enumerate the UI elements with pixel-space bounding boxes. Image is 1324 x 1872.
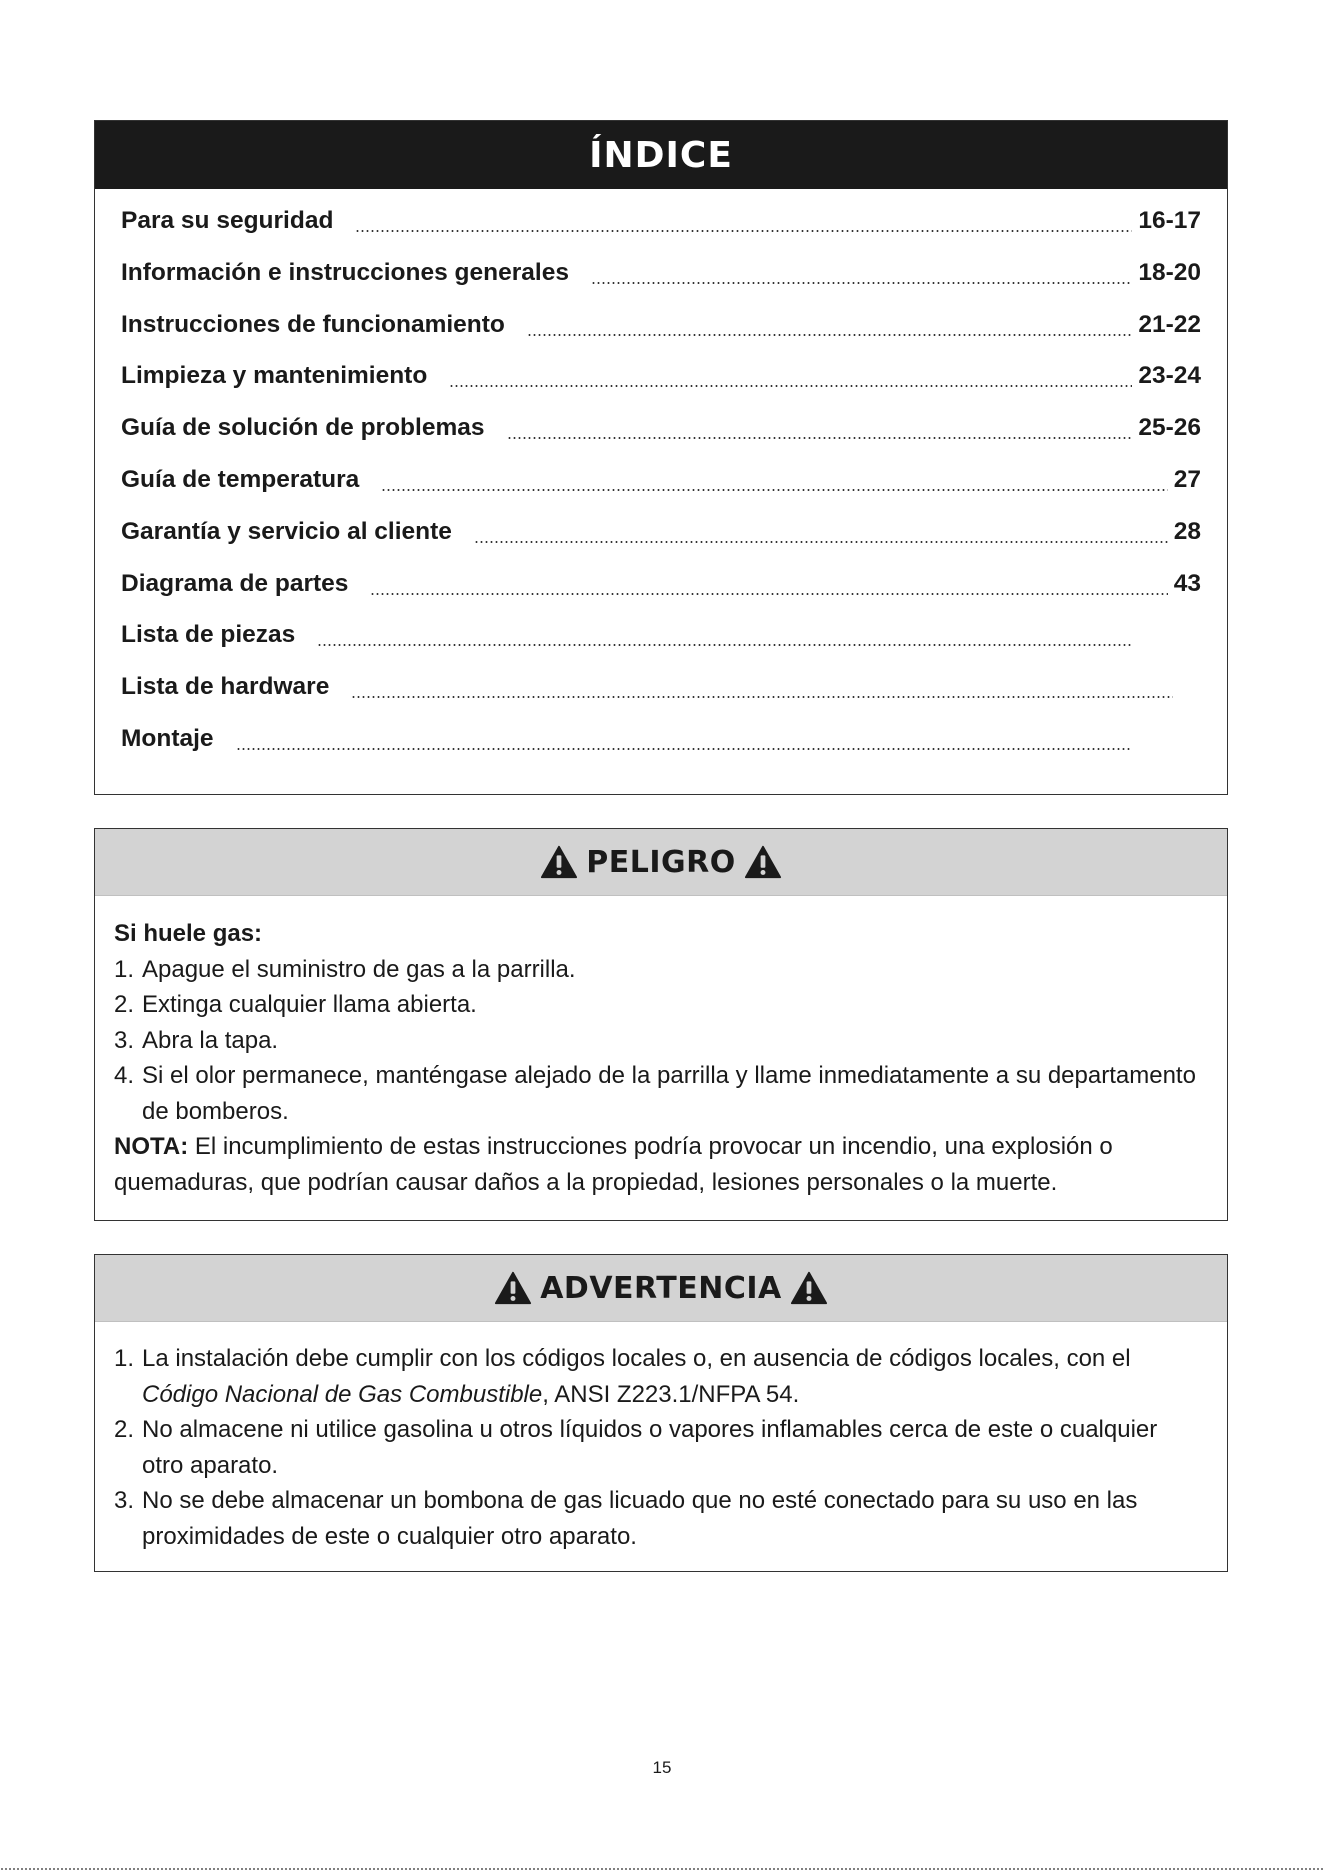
item-text: Extinga cualquier llama abierta. [142,991,477,1018]
index-entry-page: 27 [1173,466,1201,493]
index-entry [121,362,1201,402]
item-text: , ANSI Z223.1/NFPA 54. [542,1380,800,1408]
index-entry [121,621,1131,661]
note-text: El incumplimiento de estas instrucciones podría provocar un incendio, una explosión o quemaduras, que podrían causar daños a la propiedad, lesiones personales o la muerte. [114,1133,1113,1196]
index-entry-page: 16-17 [1138,207,1201,234]
item-text: No almacene ni utilice gasolina u otros líquidos o vapores inflamables cerca de este o cualquier otro aparato. [142,1416,1158,1479]
index-entry [121,207,1201,247]
index-entry [121,725,1131,765]
dot-leader [507,436,1133,440]
item-number: 1. [114,955,135,983]
page-number: 15 [652,1758,672,1777]
dot-leader [317,643,1131,647]
dot-leader [449,384,1132,388]
index-entry-label: Guía de solución de problemas [121,414,485,442]
index-entry-label: Guía de temperatura [121,466,360,493]
index-entry [121,570,1201,610]
index-entry-page: 21-22 [1138,310,1201,338]
item-number: 3. [114,1026,135,1054]
dot-leader [351,695,1173,699]
index-entry-label: Instrucciones de funcionamiento [121,310,505,338]
dot-leader [474,540,1168,544]
code-title: Código Nacional de Gas Combustible [142,1380,543,1408]
dot-leader [591,281,1132,285]
index-entry-page: 23-24 [1138,362,1201,390]
list-item [114,1341,1201,1412]
list-item [114,1412,1201,1483]
index-entry [121,414,1201,454]
index-entry [121,311,1201,351]
danger-title: PELIGRO [586,844,736,880]
index-entry-page: 18-20 [1138,258,1201,286]
list-item [114,1483,1201,1554]
danger-box [94,828,1228,1221]
index-entry [121,518,1201,558]
index-title: ÍNDICE [95,121,1227,189]
dot-leader [370,592,1167,596]
item-text: Apague el suministro de gas a la parrilla. [142,955,576,983]
item-text: Abra la tapa. [142,1026,279,1054]
item-text: Si el olor permanece, manténgase alejado de la parrilla y llame inmediatamente a su departamento de bomberos. [142,1062,1196,1125]
warning-header [95,1255,1227,1322]
item-number: 2. [114,1416,135,1443]
dot-leader [381,488,1167,492]
index-entry-label: Para su seguridad [121,207,334,234]
index-entry-label: Lista de piezas [121,621,296,649]
index-entry [121,466,1201,506]
danger-intro: Si huele gas: [114,920,263,947]
index-box [94,120,1228,795]
list-item [114,952,1201,988]
item-number: 3. [114,1487,135,1514]
item-text: No se debe almacenar un bombona de gas licuado que no esté conectado para su uso en las proximidades de este o cualquier otro aparato. [142,1487,1138,1550]
item-number: 4. [114,1062,135,1089]
index-entry-label: Montaje [121,725,214,752]
warning-box [94,1254,1228,1572]
item-number: 2. [114,991,135,1018]
index-entry-page: 25-26 [1138,414,1201,442]
index-entry-page: 43 [1173,569,1201,597]
index-entry [121,259,1201,299]
index-entry-label: Diagrama de partes [121,569,349,597]
warning-triangle-icon [790,1270,828,1306]
warning-triangle-icon [540,844,578,880]
danger-note [114,1129,1201,1200]
danger-header [95,829,1227,896]
index-entry [121,673,1173,713]
dot-leader [355,229,1132,233]
index-entry-label: Garantía y servicio al cliente [121,517,452,545]
list-item [114,1058,1201,1129]
warning-body [95,1322,1227,1554]
warning-triangle-icon [744,844,782,880]
item-text: La instalación debe cumplir con los códigos locales o, en ausencia de códigos locales, con el [142,1345,1131,1372]
bottom-rule [0,1868,1324,1870]
list-item [114,1023,1201,1059]
note-label: NOTA: [114,1133,189,1160]
index-entry-label: Información e instrucciones generales [121,258,569,286]
warning-list [114,1341,1201,1554]
index-entry-label: Lista de hardware [121,673,330,701]
danger-list [114,952,1201,1130]
warning-triangle-icon [494,1270,532,1306]
warning-title: ADVERTENCIA [540,1270,782,1306]
dot-leader [527,333,1132,337]
danger-body [95,896,1227,1200]
index-entry-page: 28 [1173,517,1201,545]
item-number: 1. [114,1345,135,1372]
dot-leader [236,747,1131,751]
index-entry-label: Limpieza y mantenimiento [121,362,428,390]
list-item [114,987,1201,1023]
